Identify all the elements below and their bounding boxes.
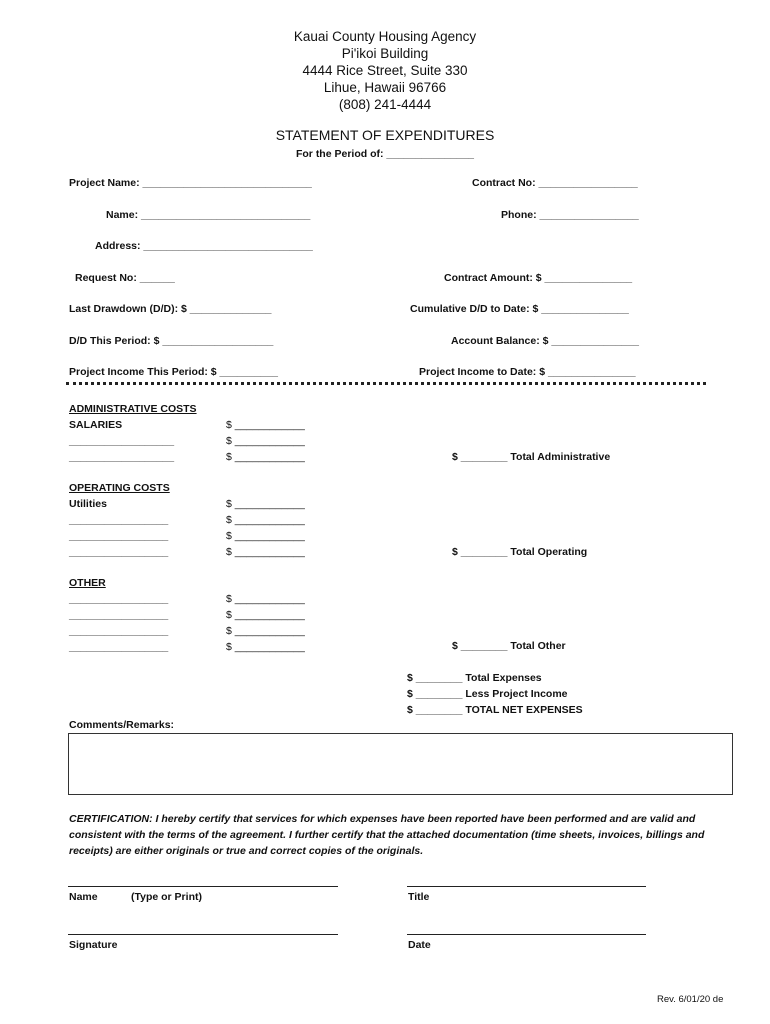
agency-phone: (808) 241-4444	[338, 97, 432, 112]
account-balance-field[interactable]: Account Balance: $ _______________	[451, 335, 639, 347]
total-operating[interactable]: $ ________ Total Operating	[452, 546, 588, 558]
total-expenses[interactable]: $ ________ Total Expenses	[407, 672, 542, 684]
name-line[interactable]	[68, 886, 338, 887]
operating-amount[interactable]: $ ____________	[226, 546, 305, 558]
comments-label: Comments/Remarks:	[69, 719, 175, 731]
other-amount[interactable]: $ ____________	[226, 625, 305, 637]
period-field[interactable]: For the Period of: _______________	[295, 148, 474, 160]
other-row-label[interactable]: _________________	[69, 641, 169, 653]
admin-amount[interactable]: $ ____________	[226, 419, 305, 431]
name-label: Name	[69, 891, 98, 903]
project-name-field[interactable]: Project Name: _____________________________	[69, 177, 312, 189]
phone-field[interactable]: Phone: _________________	[501, 209, 639, 221]
agency-name: Kauai County Housing Agency	[293, 29, 477, 44]
signature-label: Signature	[69, 939, 118, 951]
admin-costs-heading: ADMINISTRATIVE COSTS	[69, 403, 197, 415]
other-row-label[interactable]: _________________	[69, 625, 169, 637]
admin-row-label[interactable]: __________________	[69, 435, 175, 447]
request-no-field[interactable]: Request No: ______	[75, 272, 175, 284]
other-amount[interactable]: $ ____________	[226, 641, 305, 653]
title-line[interactable]	[407, 886, 646, 887]
city-address: Lihue, Hawaii 96766	[323, 80, 447, 95]
admin-amount[interactable]: $ ____________	[226, 451, 305, 463]
operating-amount[interactable]: $ ____________	[226, 514, 305, 526]
building-name: Pi'ikoi Building	[341, 46, 429, 61]
project-income-period-field[interactable]: Project Income This Period: $ __________	[69, 366, 278, 378]
other-amount[interactable]: $ ____________	[226, 609, 305, 621]
total-administrative[interactable]: $ ________ Total Administrative	[452, 451, 611, 463]
operating-row-label[interactable]: _________________	[69, 546, 169, 558]
admin-row-label[interactable]: __________________	[69, 451, 175, 463]
name-field[interactable]: Name: _____________________________	[106, 209, 311, 221]
revision-note: Rev. 6/01/20 de	[657, 994, 724, 1005]
signature-line[interactable]	[68, 934, 338, 935]
cumulative-dd-field[interactable]: Cumulative D/D to Date: $ _______________	[410, 303, 629, 315]
operating-amount[interactable]: $ ____________	[226, 498, 305, 510]
operating-row-label: Utilities	[69, 498, 107, 510]
admin-amount[interactable]: $ ____________	[226, 435, 305, 447]
form-title: STATEMENT OF EXPENDITURES	[275, 127, 495, 143]
total-other[interactable]: $ ________ Total Other	[452, 640, 566, 652]
comments-box[interactable]	[68, 733, 733, 795]
operating-costs-heading: OPERATING COSTS	[69, 482, 170, 494]
contract-no-field[interactable]: Contract No: _________________	[472, 177, 638, 189]
street-address: 4444 Rice Street, Suite 330	[302, 63, 468, 78]
certification-text: CERTIFICATION: I hereby certify that services for which expenses have been reported have been performed and are valid and consistent with the terms of the agreement. I further certify that the attached documentation (time sheets, invoices, billings and receipts) are either originals or true and correct copies of the originals.	[69, 813, 705, 857]
other-heading: OTHER	[69, 577, 106, 589]
admin-row-label: SALARIES	[69, 419, 123, 431]
dotted-divider	[66, 382, 706, 385]
contract-amount-field[interactable]: Contract Amount: $ _______________	[444, 272, 633, 284]
less-project-income[interactable]: $ ________ Less Project Income	[407, 688, 568, 700]
type-or-print-label: (Type or Print)	[131, 891, 202, 903]
other-amount[interactable]: $ ____________	[226, 593, 305, 605]
address-field[interactable]: Address: _____________________________	[95, 240, 313, 252]
operating-row-label[interactable]: _________________	[69, 530, 169, 542]
operating-amount[interactable]: $ ____________	[226, 530, 305, 542]
date-label: Date	[408, 939, 431, 951]
other-row-label[interactable]: _________________	[69, 593, 169, 605]
title-label: Title	[408, 891, 430, 903]
last-drawdown-field[interactable]: Last Drawdown (D/D): $ ______________	[69, 303, 272, 315]
operating-row-label[interactable]: _________________	[69, 514, 169, 526]
project-income-date-field[interactable]: Project Income to Date: $ _______________	[419, 366, 636, 378]
dd-this-period-field[interactable]: D/D This Period: $ ___________________	[69, 335, 274, 347]
date-line[interactable]	[407, 934, 646, 935]
total-net-expenses[interactable]: $ ________ TOTAL NET EXPENSES	[407, 704, 583, 716]
other-row-label[interactable]: _________________	[69, 609, 169, 621]
